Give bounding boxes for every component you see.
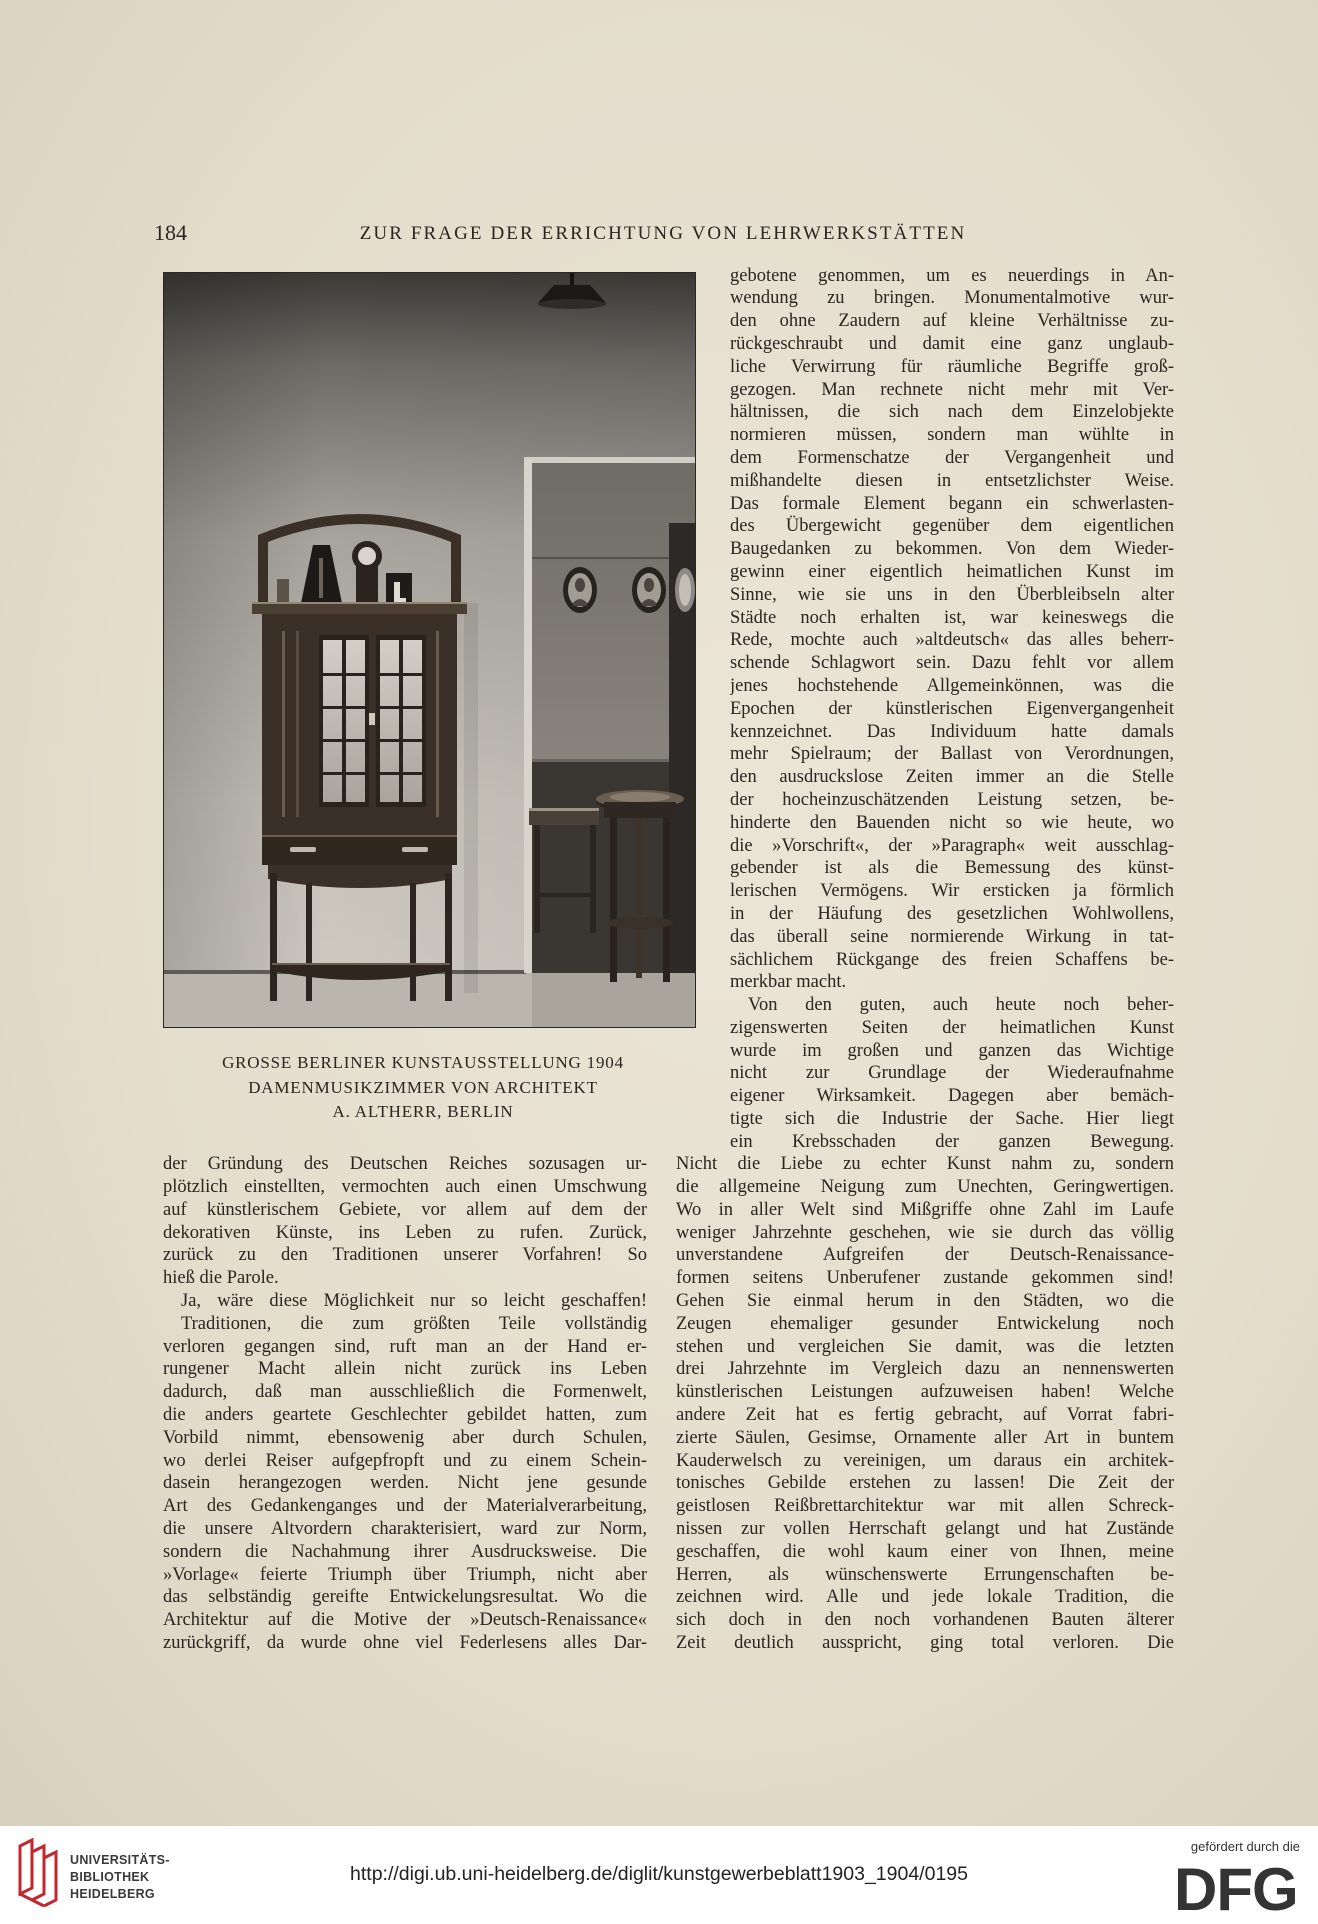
- text-line: sich doch in den noch vorhandenen Bauten älterer: [676, 1610, 1174, 1631]
- text-line: der hocheinzuschätzenden Leistung setzen, be-: [730, 789, 1174, 810]
- text-line: zigenswerten Seiten der heimatlichen Kunst: [730, 1017, 1174, 1038]
- text-line: Architektur auf die Motive der »Deutsch-Renaissance«: [163, 1610, 647, 1631]
- text-line: formen seitens Unberufener zustande gekommen sind!: [676, 1268, 1174, 1289]
- caption-line: DAMENMUSIKZIMMER VON ARCHITEKT: [248, 1077, 598, 1097]
- text-line: gebotene genommen, um es neuerdings in An-: [730, 265, 1174, 286]
- text-line: des Übergewicht gegenüber dem eigentlichen: [730, 516, 1174, 537]
- figure-caption: [163, 1051, 683, 1125]
- text-line: andere Zeit hat es fertig gebracht, auf Vorrat fabri-: [676, 1404, 1174, 1425]
- funding-note: gefördert durch die: [1190, 1839, 1300, 1854]
- caption-line: GROSSE BERLINER KUNSTAUSSTELLUNG 1904: [222, 1053, 624, 1072]
- text-line: weniger Jahrzehnte geschehen, wie sie durch das völlig: [676, 1222, 1174, 1243]
- text-line: sächlichem Rückgange des freien Schaffens be-: [730, 949, 1174, 970]
- text-line: die allgemeine Neigung zum Unechten, Geringwertigen.: [676, 1176, 1174, 1197]
- text-line: wo derlei Reiser aufgepfropft und zu einem Schein-: [163, 1450, 647, 1471]
- dfg-logo[interactable]: DFG: [1174, 1856, 1298, 1923]
- text-line: jenes hochstehende Allgemeinkönnen, was die: [730, 675, 1174, 696]
- text-line: schende Schlagwort sein. Dazu fehlt vor allem: [730, 653, 1174, 674]
- text-line: Das formale Element begann ein schwerlasten-: [730, 493, 1174, 514]
- oval-portrait: [632, 567, 666, 613]
- caption-line: A. ALTHERR, BERLIN: [332, 1102, 514, 1121]
- text-line: den ohne Zaudern auf kleine Verhältnisse zu-: [730, 311, 1174, 332]
- text-line: wurde im großen und ganzen das Wichtige: [730, 1040, 1174, 1061]
- text-line: künstlerischen Leistungen aufzuweisen haben! Welche: [676, 1382, 1174, 1403]
- oval-portrait: [563, 567, 597, 613]
- text-line: mehr Spielraum; der Ballast von Verordnungen,: [730, 744, 1174, 765]
- text-line: Zeugen ehemaliger gesunder Entwickelung noch: [676, 1313, 1174, 1334]
- text-line: dadurch, daß man ausschließlich die Formenwelt,: [163, 1382, 647, 1403]
- text-line: rückgeschraubt und damit eine ganz unglaub-: [730, 333, 1174, 354]
- text-line: gebender ist als die Bemessung des künst-: [730, 858, 1174, 879]
- text-line: Wo in aller Welt sind Mißgriffe ohne Zahl im Laufe: [676, 1199, 1174, 1220]
- page-number: 184: [154, 220, 187, 245]
- text-column-upper-right: [730, 265, 1174, 1154]
- text-line: gezogen. Man rechnete nicht mehr mit Ver-: [730, 379, 1174, 400]
- text-line: auf künstlerischem Gebiete, vor allem auf dem der: [163, 1199, 647, 1220]
- text-line: zeichnen wird. Alle und jede lokale Tradition, die: [676, 1587, 1174, 1608]
- text-line: stehen und vergleichen Sie damit, was die letzten: [676, 1336, 1174, 1357]
- text-line: Nicht die Liebe zu echter Kunst nahm zu, sondern: [676, 1154, 1174, 1175]
- text-line: der Gründung des Deutschen Reiches sozusagen ur-: [163, 1154, 647, 1175]
- oval-portrait: [675, 568, 695, 612]
- text-line: dasein herangezogen werden. Nicht jene gesunde: [163, 1473, 647, 1494]
- footer-bar: [0, 1826, 1318, 1924]
- text-line: Städte noch erhalten ist, war keineswegs die: [730, 607, 1174, 628]
- text-line: zierte Säulen, Gesimse, Ornamente aller Art in buntem: [676, 1427, 1174, 1448]
- text-line: Kauderwelsch zu vereinigen, um daraus ein architek-: [676, 1450, 1174, 1471]
- text-line: »Vorlage« feierte Triumph über Triumph, nicht aber: [163, 1564, 647, 1585]
- text-line: geistlosen Reißbrettarchitektur war mit allen Schreck-: [676, 1496, 1174, 1517]
- text-line: zurück zu den Traditionen unserer Vorfahren! So: [163, 1245, 647, 1266]
- text-line: Von den guten, auch heute noch beher-: [748, 995, 1174, 1016]
- text-line: Herren, als wünschenswerte Errungenschaften be-: [676, 1564, 1174, 1585]
- text-line: kennzeichnet. Das Individuum hatte damals: [730, 721, 1174, 742]
- cabinet-glass-door: [376, 635, 426, 807]
- text-line: lerischen Vermögens. Wir ersticken ja förmlich: [730, 881, 1174, 902]
- text-line: das überall seine normierende Wirkung in tat-: [730, 926, 1174, 947]
- text-line: in der Häufung des gesetzlichen Wohlwollens,: [730, 903, 1174, 924]
- text-line: plötzlich einstellten, vermochten auch einen Umschwung: [163, 1176, 647, 1197]
- text-line: nicht zur Grundlage der Wiederaufnahme: [730, 1063, 1174, 1084]
- text-line: gewinn einer eigentlich heimatlichen Kunst im: [730, 561, 1174, 582]
- text-line: merkbar macht.: [730, 972, 847, 993]
- running-title: ZUR FRAGE DER ERRICHTUNG VON LEHRWERKSTÄTTEN: [359, 223, 967, 244]
- text-line: Sinne, wie sie uns in den Überbleibseln alter: [730, 584, 1174, 605]
- text-line: das selbständig gereifte Entwickelungsresultat. Wo die: [163, 1587, 647, 1608]
- text-line: liche Verwirrung für räumliche Begriffe groß-: [730, 356, 1174, 377]
- text-line: mißhandelte diesen in entsetzlichster Weise.: [730, 470, 1174, 491]
- figure-photo: [163, 272, 696, 1028]
- cabinet-glass-door: [319, 635, 369, 807]
- text-line: hinderte den Bauenden nicht so wie heute, wo: [730, 812, 1174, 833]
- text-line: nissen zur vollen Herrschaft gelangt und hat Zustände: [676, 1518, 1174, 1539]
- library-name-line: HEIDELBERG: [70, 1887, 155, 1901]
- text-line: Rede, mochte auch »altdeutsch« das alles beherr-: [730, 630, 1174, 651]
- text-line: dekorativen Künste, ins Leben zu rufen. Zurück,: [163, 1222, 647, 1243]
- ub-heidelberg-logo-icon[interactable]: [16, 1838, 62, 1908]
- text-line: dem Formenschatze der Vergangenheit und: [730, 447, 1174, 468]
- text-line: normieren müssen, sondern man wühlte in: [730, 425, 1174, 446]
- text-line: Baugedanken zu bekommen. Von dem Wieder-: [730, 539, 1174, 560]
- text-column-lower-right: [676, 1153, 1174, 1655]
- text-line: drei Jahrzehnte im Vergleich dazu an nennenswerten: [676, 1359, 1174, 1380]
- text-line: eigener Wirksamkeit. Dagegen aber bemäch-: [730, 1086, 1174, 1107]
- text-line: die »Vorschrift«, der »Paragraph« weit ausschlag-: [730, 835, 1174, 856]
- library-name[interactable]: [70, 1852, 170, 1903]
- text-line: Art des Gedankenganges und der Materialverarbeitung,: [163, 1496, 647, 1517]
- text-line: rungener Macht allein nicht zurück ins Leben: [163, 1359, 647, 1380]
- text-line: Vorbild nimmt, ebensowenig aber durch Schulen,: [163, 1427, 647, 1448]
- text-line: tigte sich die Industrie der Sache. Hier liegt: [730, 1109, 1174, 1130]
- text-line: hältnissen, die sich nach dem Einzelobjekte: [730, 402, 1174, 423]
- text-line: verloren gegangen sind, ruft man an der Hand er-: [163, 1336, 647, 1357]
- text-line: den ausdruckslose Zeiten immer an die Stelle: [730, 767, 1174, 788]
- figure-photo-image: [164, 273, 696, 1028]
- text-line: Ja, wäre diese Möglichkeit nur so leicht geschaffen!: [181, 1290, 647, 1311]
- library-name-line: UNIVERSITÄTS-: [70, 1853, 170, 1867]
- library-name-line: BIBLIOTHEK: [70, 1870, 150, 1884]
- permalink-url[interactable]: http://digi.ub.uni-heidelberg.de/diglit/kunstgewerbeblatt1903_1904/0195: [350, 1863, 968, 1885]
- text-line: Zeit deutlich ausspricht, ging total verloren. Die: [676, 1632, 1174, 1653]
- text-line: Epochen der künstlerischen Eigenvergangenheit: [730, 698, 1174, 719]
- text-line: Traditionen, die zum größten Teile vollständig: [181, 1313, 647, 1334]
- text-line: ein Krebsschaden der ganzen Bewegung.: [730, 1131, 1174, 1152]
- text-line: die unsere Altvordern charakterisiert, ward zur Norm,: [163, 1518, 647, 1539]
- text-line: hieß die Parole.: [163, 1268, 279, 1289]
- text-line: die anders geartete Geschlechter gebildet hatten, zum: [163, 1404, 647, 1425]
- text-line: unverstandene Aufgreifen der Deutsch-Renaissance-: [676, 1245, 1174, 1266]
- text-line: zurückgriff, da wurde ohne viel Federlesens alles Dar-: [163, 1632, 647, 1653]
- text-line: wendung zu bringen. Monumentalmotive wur-: [730, 288, 1174, 309]
- text-line: sondern die Nachahmung ihrer Ausdrucksweise. Die: [163, 1541, 647, 1562]
- text-column-lower-left: [163, 1153, 647, 1655]
- text-line: tonisches Gebilde erstehen zu lassen! Die Zeit der: [676, 1473, 1174, 1494]
- text-line: geschaffen, die wohl kaum einer von Ihnen, meine: [676, 1541, 1174, 1562]
- text-line: Gehen Sie einmal herum in den Städten, wo die: [676, 1290, 1174, 1311]
